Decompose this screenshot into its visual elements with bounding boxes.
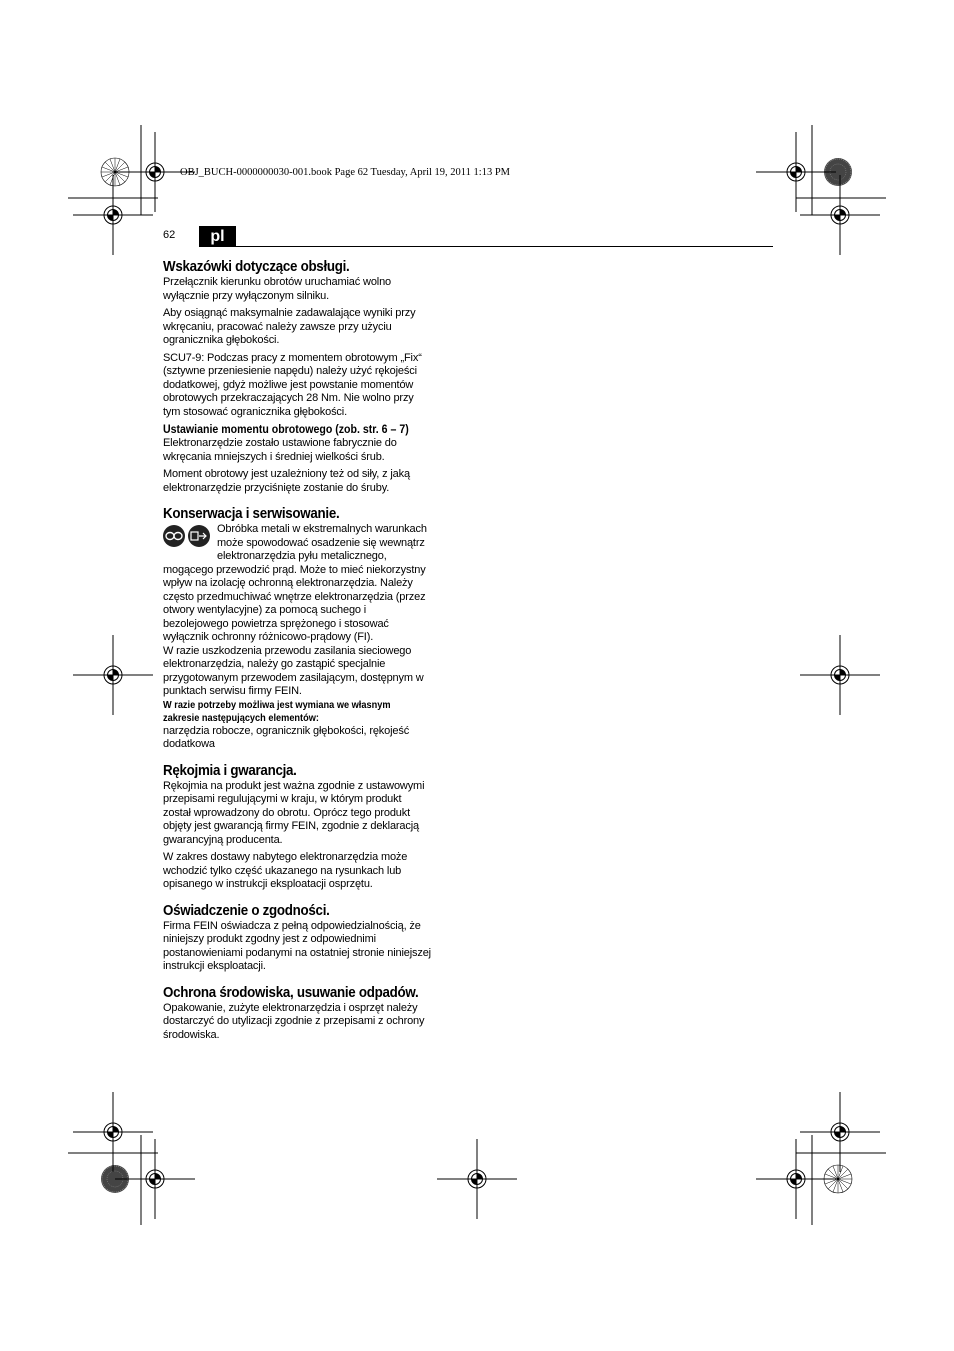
language-tab: pl bbox=[199, 226, 236, 247]
eye-protection-icon bbox=[163, 525, 185, 547]
registration-mark-icon bbox=[437, 1139, 517, 1219]
registration-mark-icon bbox=[756, 1139, 836, 1219]
header-rule bbox=[199, 246, 773, 247]
paragraph: narzędzia robocze, ogranicznik głębokości, rękojeść dodatkowa bbox=[163, 724, 410, 750]
paragraph: Firma FEIN oświadcza z pełną odpowiedzialnością, że niniejszy produkt zgodny jest z odpowiednimi postanowieniami podanymi na ostatniej stronie niniejszej instrukcji eksploatacji. bbox=[163, 919, 431, 972]
section-title-operating: Wskazówki dotyczące obsługi. bbox=[163, 259, 350, 275]
main-column bbox=[163, 258, 463, 1042]
paragraph: Rękojmia na produkt jest ważna zgodnie z ustawowymi przepisami regulującymi w kraju, w którym produkt został wprowadzony do obrotu. Oprócz tego produkt objęty jest gwarancją firmy FEIN, zgodnie z deklaracją gwarancyjną producenta. bbox=[163, 779, 425, 846]
paragraph: Przełącznik kierunku obrotów uruchamiać wolno wyłącznie przy wyłączonym silniku. bbox=[163, 276, 392, 302]
page-number: 62 bbox=[163, 229, 176, 241]
registration-mark-icon bbox=[73, 635, 153, 715]
paragraph: W razie uszkodzenia przewodu zasilania sieciowego elektronarzędzia, należy go zastąpić specjalnie przygotowanym przewodem zasilającym, dostępnym w punktach serwisu firmy FEIN. bbox=[163, 644, 424, 697]
paragraph: Elektronarzędzie zostało ustawione fabrycznie do wkręcania mniejszych i średniej wielkości śrub. bbox=[163, 437, 397, 463]
section-title-warranty: Rękojmia i gwarancja. bbox=[163, 762, 297, 779]
warning-block bbox=[163, 523, 463, 564]
registration-mark-icon bbox=[800, 635, 880, 715]
paragraph: Obróbka metali w ekstremalnych warunkach może spowodować osadzenie się wewnątrz elektronarzędzia pyłu metalicznego, bbox=[217, 523, 427, 562]
paragraph: Moment obrotowy jest uzależniony też od siły, z jaką elektronarzędzie przyciśnięte zostanie do śruby. bbox=[163, 468, 410, 494]
dust-extraction-icon bbox=[188, 525, 210, 547]
paragraph: W zakres dostawy nabytego elektronarzędzia może wchodzić tylko część ukazanego na rysunkach lub opisanego w instrukcji eksploatacji osprzętu. bbox=[163, 851, 408, 890]
bold-note: W razie potrzeby możliwa jest wymiana we własnym zakresie następujących elementów: bbox=[163, 699, 391, 724]
paragraph: mogącego przewodzić prąd. Może to mieć niekorzystny wpływ na izolację ochronną elektronarzędzia. Należy często przedmuchiwać wnętrze elektronarzędzia (przez otwory wentylacyjne) za pomocą suchego i bezolejowego powietrza sprężonego i stosować wyłącznik ochronny różnicowo-prądowy (FI). bbox=[163, 563, 426, 643]
subtitle-torque-setting: Ustawianie momentu obrotowego (zob. str. 6 – 7) bbox=[163, 424, 409, 436]
paragraph: Aby osiągnąć maksymalnie zadawalające wyniki przy wkręcaniu, pracować należy zawsze przy użyciu ogranicznika głębokości. bbox=[163, 307, 416, 346]
registration-mark-icon bbox=[115, 1139, 195, 1219]
registration-mark-icon bbox=[756, 132, 836, 212]
paragraph: SCU7-9: Podczas pracy z momentem obrotowym „Fix“ (sztywne przeniesienie napędu) należy użyć rękojeści dodatkowej, gdyż możliwe jest powstanie momentów obrotowych przekraczających 28 Nm. Nie wolno przy tym stosować ogranicznika głębokości. bbox=[163, 351, 422, 418]
section-title-conformity: Oświadczenie o zgodności. bbox=[163, 902, 330, 919]
file-info-line: OBJ_BUCH-0000000030-001.book Page 62 Tuesday, April 19, 2011 1:13 PM bbox=[180, 167, 510, 178]
section-title-environment: Ochrona środowiska, usuwanie odpadów. bbox=[163, 984, 419, 1001]
section-title-maintenance: Konserwacja i serwisowanie. bbox=[163, 506, 340, 522]
paragraph: Opakowanie, zużyte elektronarzędzia i osprzęt należy dostarczyć do utylizacji zgodnie z przepisami z ochrony środowiska. bbox=[163, 1001, 425, 1041]
